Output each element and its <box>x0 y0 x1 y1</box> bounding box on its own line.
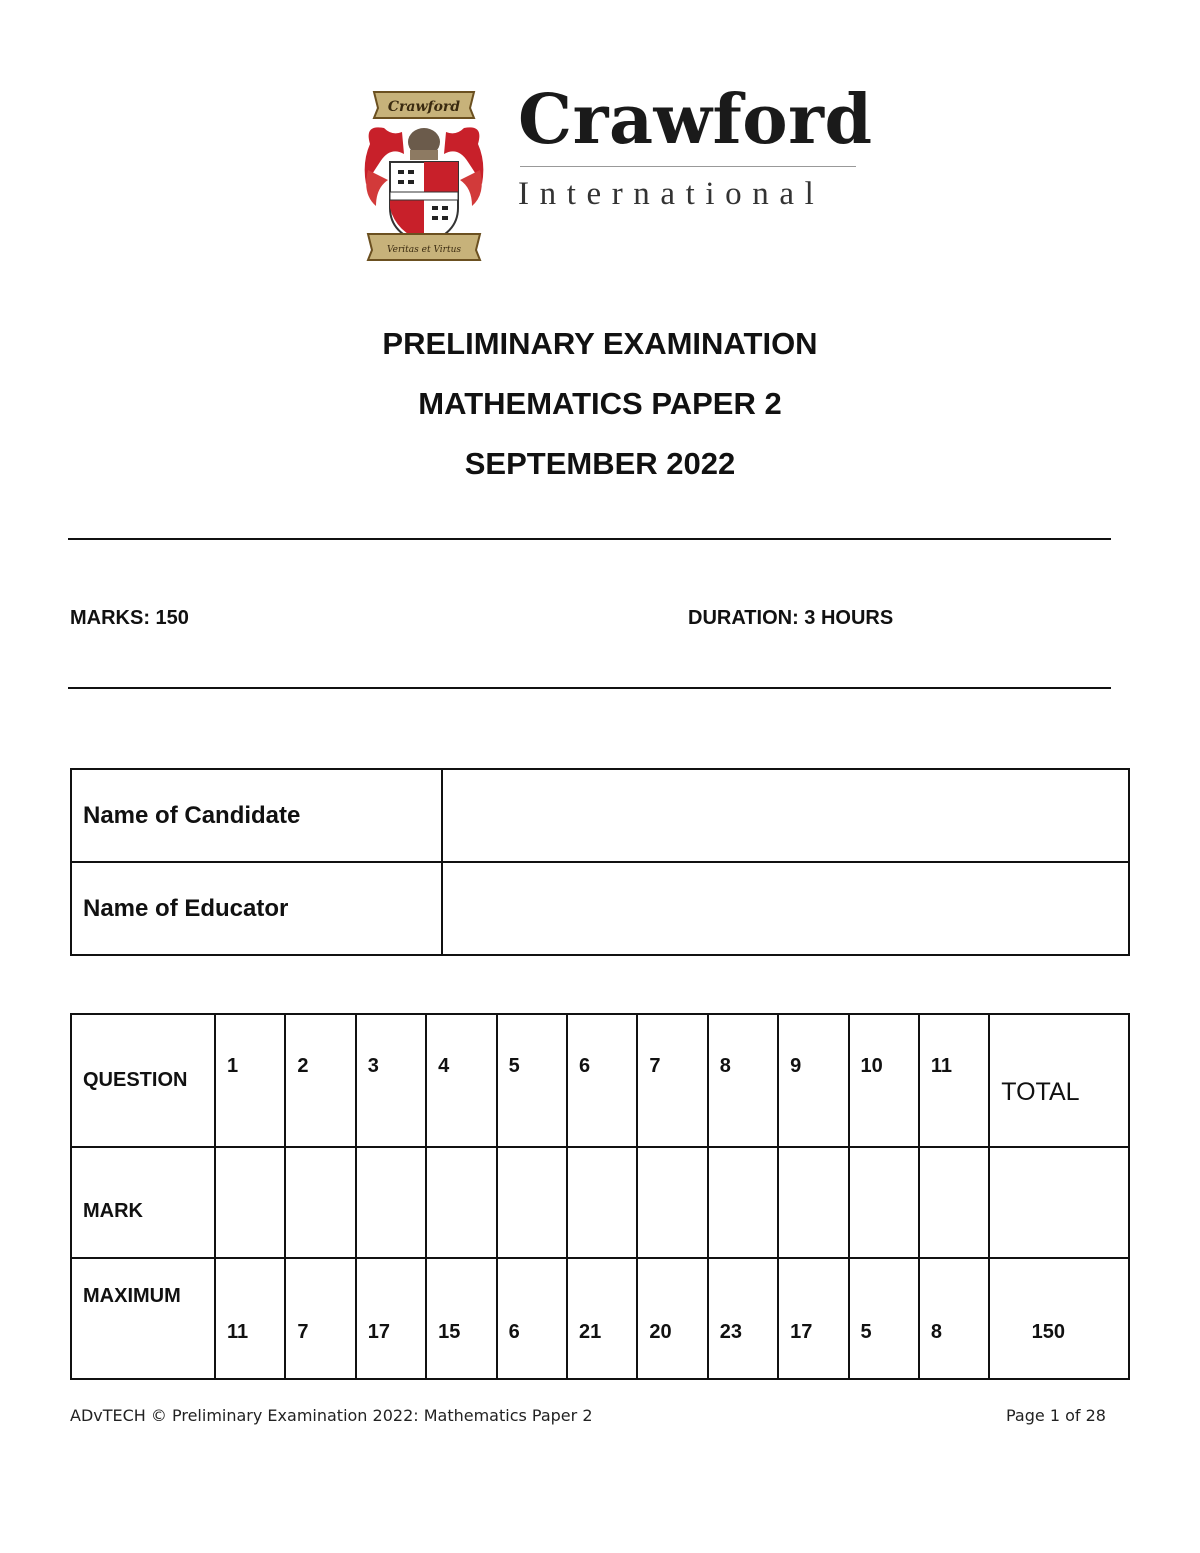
mark-cell[interactable] <box>637 1147 707 1258</box>
educator-row <box>71 862 1129 955</box>
candidate-row <box>71 769 1129 862</box>
maximum-mark: 23 <box>708 1258 778 1379</box>
exam-duration: DURATION: 3 HOURS <box>688 607 894 629</box>
mark-cell[interactable] <box>708 1147 778 1258</box>
mark-cell[interactable] <box>849 1147 919 1258</box>
top-divider <box>68 538 1111 540</box>
question-number: 11 <box>919 1014 989 1147</box>
mark-cell[interactable] <box>778 1147 848 1258</box>
maximum-mark: 15 <box>426 1258 496 1379</box>
total-label: TOTAL <box>989 1014 1129 1147</box>
question-number: 3 <box>356 1014 426 1147</box>
footer-copyright: ADvTECH © Preliminary Examination 2022: Mathematics Paper 2 <box>70 1406 593 1425</box>
brand-divider <box>520 166 856 167</box>
school-crest-logo <box>362 84 486 266</box>
maximum-row <box>71 1258 1129 1379</box>
question-number: 1 <box>215 1014 285 1147</box>
question-number: 4 <box>426 1014 496 1147</box>
maximum-mark: 8 <box>919 1258 989 1379</box>
page-number: Page 1 of 28 <box>1006 1406 1106 1425</box>
maximum-mark: 11 <box>215 1258 285 1379</box>
maximum-mark: 5 <box>849 1258 919 1379</box>
mark-cell[interactable] <box>497 1147 567 1258</box>
exam-date: SEPTEMBER 2022 <box>464 446 736 481</box>
mark-cell[interactable] <box>426 1147 496 1258</box>
maximum-mark: 17 <box>778 1258 848 1379</box>
question-row <box>71 1014 1129 1147</box>
svg-text:Crawford: Crawford <box>387 99 461 115</box>
bottom-divider <box>68 687 1111 689</box>
mark-cell[interactable] <box>215 1147 285 1258</box>
subject-title: MATHEMATICS PAPER 2 <box>418 386 782 421</box>
candidate-name-field[interactable] <box>442 769 1129 862</box>
svg-text:Veritas et Virtus: Veritas et Virtus <box>387 245 461 255</box>
question-label: QUESTION <box>71 1014 215 1147</box>
candidate-info-table <box>70 768 1130 956</box>
question-number: 8 <box>708 1014 778 1147</box>
maximum-label: MAXIMUM <box>71 1258 215 1379</box>
question-number: 9 <box>778 1014 848 1147</box>
total-marks: MARKS: 150 <box>70 607 189 629</box>
total-mark-cell[interactable] <box>989 1147 1129 1258</box>
maximum-mark: 6 <box>497 1258 567 1379</box>
maximum-mark: 21 <box>567 1258 637 1379</box>
question-number: 7 <box>637 1014 707 1147</box>
brand-subtitle: International <box>518 176 825 212</box>
candidate-label: Name of Candidate <box>71 769 442 862</box>
brand-name: Crawford <box>518 80 873 160</box>
mark-row <box>71 1147 1129 1258</box>
maximum-mark: 20 <box>637 1258 707 1379</box>
mark-cell[interactable] <box>567 1147 637 1258</box>
question-number: 2 <box>285 1014 355 1147</box>
question-number: 6 <box>567 1014 637 1147</box>
maximum-mark: 7 <box>285 1258 355 1379</box>
educator-name-field[interactable] <box>442 862 1129 955</box>
marks-table <box>70 1013 1130 1380</box>
exam-title: PRELIMINARY EXAMINATION <box>382 326 818 361</box>
question-number: 10 <box>849 1014 919 1147</box>
mark-cell[interactable] <box>285 1147 355 1258</box>
mark-cell[interactable] <box>356 1147 426 1258</box>
mark-label: MARK <box>71 1147 215 1258</box>
question-number: 5 <box>497 1014 567 1147</box>
educator-label: Name of Educator <box>71 862 442 955</box>
total-maximum: 150 <box>989 1258 1129 1379</box>
maximum-mark: 17 <box>356 1258 426 1379</box>
mark-cell[interactable] <box>919 1147 989 1258</box>
